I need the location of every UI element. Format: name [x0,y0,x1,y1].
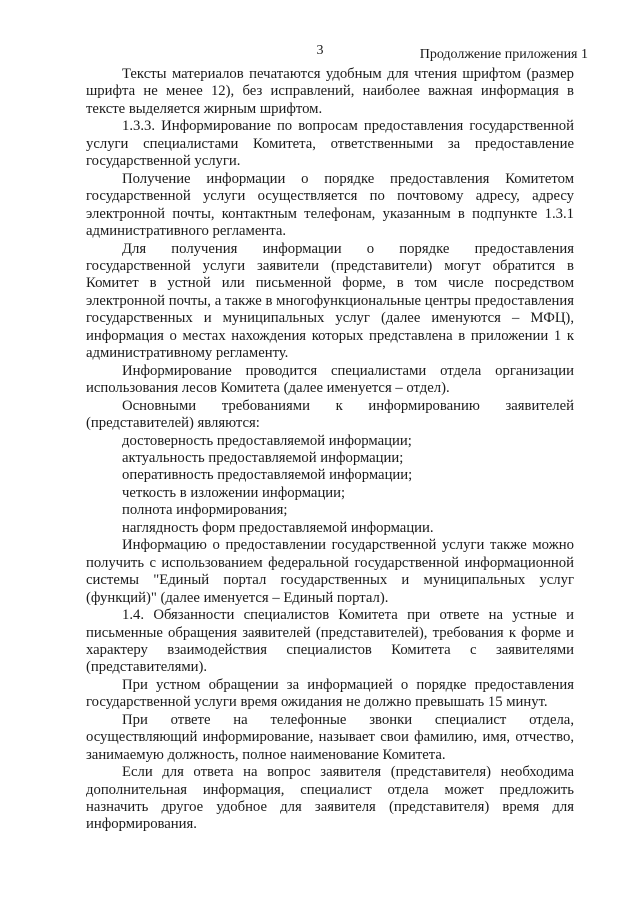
paragraph-main-requirements: Основными требованиями к информированию заявителей (представителей) являются: [86,397,574,432]
paragraph-section-1-3-3: 1.3.3. Информирование по вопросам предоставления государственной услуги специалистами Комитета, ответственными за предоставление государственной услуги. [86,118,574,170]
paragraph-section-1-4: 1.4. Обязанности специалистов Комитета при ответе на устные и письменные обращения заявителей (представителей), требования к форме и характеру взаимодействия специалистов Комитета с заявителями (представителями). [86,607,574,676]
paragraph-unified-portal: Информацию о предоставлении государственной услуги также можно получить с использованием федеральной государственной информационной системы "Единый портал государственных и муниципальных услуг (функций)" (далее именуется – Единый портал). [86,537,574,606]
paragraph-waiting-time: При устном обращении за информацией о порядке предоставления государственной услуги время ожидания не должно превышать 15 минут. [86,676,574,711]
requirement-item: актуальность предоставляемой информации; [122,449,404,466]
requirement-item: наглядность форм предоставляемой информации. [122,519,434,536]
paragraph-font-requirements: Тексты материалов печатаются удобным для чтения шрифтом (размер шрифта не менее 12), без исправлений, наиболее важная информация в тексте выделяется жирным шрифтом. [86,66,574,117]
paragraph-phone-calls: При ответе на телефонные звонки специалист отдела, осуществляющий информирование, называет свои фамилию, имя, отчество, занимаемую должность, полное наименование Комитета. [86,711,574,763]
appendix-continuation-note: Продолжение приложения 1 [419,47,588,62]
paragraph-application-forms: Для получения информации о порядке предоставления государственной услуги заявители (представители) могут обратится в Комитет в устной или письменной форме, в том числе посредством электронной почты, а также в многофункциональные центры предоставления государственных и муниципальных услуг (далее именуются – МФЦ), информация о местах нахождения которых представлена в приложении 1 к административному регламенту. [86,240,574,362]
paragraph-information-channels: Получение информации о порядке предоставления Комитетом государственной услуги осуществляется по почтовому адресу, адресу электронной почты, контактным телефонам, указанным в подпункте 1.3.1 административного регламента. [86,170,574,240]
paragraph-additional-information: Если для ответа на вопрос заявителя (представителя) необходима дополнительная информация, специалист отдела может предложить назначить другое удобное для заявителя (представителя) время для информирования. [86,764,574,833]
page-number: 3 [316,43,324,58]
requirement-item: полнота информирования; [122,502,288,519]
requirement-item: оперативность предоставляемой информации; [122,467,413,484]
paragraph-informing-department: Информирование проводится специалистами отдела организации использования лесов Комитета (далее именуется – отдел). [86,362,574,397]
body-text [86,66,574,834]
requirement-item: четкость в изложении информации; [122,484,346,501]
requirement-item: достоверность предоставляемой информации; [122,432,412,449]
